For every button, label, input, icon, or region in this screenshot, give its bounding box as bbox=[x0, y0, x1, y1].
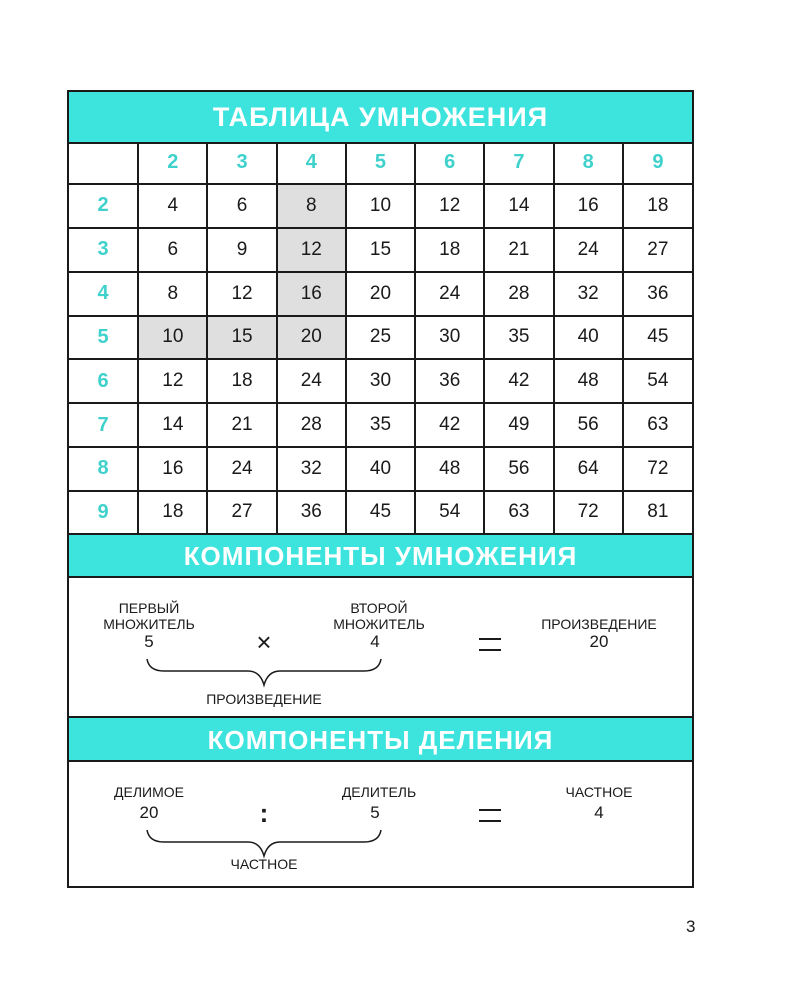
product-cell: 21 bbox=[484, 228, 553, 272]
product-cell: 45 bbox=[346, 491, 415, 533]
product-cell: 54 bbox=[415, 491, 484, 533]
table-row bbox=[69, 316, 692, 360]
column-header: 7 bbox=[484, 142, 553, 184]
column-header: 3 bbox=[207, 142, 276, 184]
highlighted-product-cell: 15 bbox=[207, 316, 276, 360]
dividend-label: ДЕЛИМОЕ bbox=[114, 784, 184, 800]
first-factor-label: ПЕРВЫЙ МНОЖИТЕЛЬ bbox=[103, 600, 195, 632]
product-cell: 63 bbox=[484, 491, 553, 533]
product-cell: 42 bbox=[484, 359, 553, 403]
quotient-label: ЧАСТНОЕ bbox=[565, 784, 633, 800]
row-header: 9 bbox=[69, 491, 138, 533]
row-header: 7 bbox=[69, 403, 138, 447]
product-cell: 81 bbox=[623, 491, 692, 533]
product-cell: 4 bbox=[138, 184, 207, 228]
table-row bbox=[69, 403, 692, 447]
product-cell: 24 bbox=[207, 447, 276, 491]
product-cell: 48 bbox=[554, 359, 623, 403]
table-row bbox=[69, 491, 692, 533]
equals-sign bbox=[479, 638, 501, 651]
division-components-title: КОМПОНЕНТЫ ДЕЛЕНИЯ bbox=[69, 716, 692, 762]
brace-quotient-label: ЧАСТНОЕ bbox=[230, 856, 298, 872]
product-cell: 6 bbox=[138, 228, 207, 272]
highlighted-product-cell: 20 bbox=[277, 316, 346, 360]
product-cell: 36 bbox=[277, 491, 346, 533]
product-cell: 12 bbox=[207, 272, 276, 316]
product-label: ПРОИЗВЕДЕНИЕ bbox=[541, 616, 657, 632]
column-header: 2 bbox=[138, 142, 207, 184]
product-cell: 27 bbox=[623, 228, 692, 272]
product-cell: 36 bbox=[623, 272, 692, 316]
first-factor-value: 5 bbox=[144, 632, 154, 651]
product-cell: 12 bbox=[415, 184, 484, 228]
column-header: 9 bbox=[623, 142, 692, 184]
row-header: 3 bbox=[69, 228, 138, 272]
product-cell: 35 bbox=[346, 403, 415, 447]
brace-product-label: ПРОИЗВЕДЕНИЕ bbox=[206, 691, 322, 707]
product-cell: 21 bbox=[207, 403, 276, 447]
product-cell: 72 bbox=[623, 447, 692, 491]
product-value: 20 bbox=[589, 632, 609, 651]
table-corner-cell bbox=[69, 142, 138, 184]
product-cell: 18 bbox=[623, 184, 692, 228]
product-cell: 45 bbox=[623, 316, 692, 360]
product-cell: 36 bbox=[415, 359, 484, 403]
product-cell: 49 bbox=[484, 403, 553, 447]
second-factor-value: 4 bbox=[370, 632, 380, 651]
product-cell: 15 bbox=[346, 228, 415, 272]
row-header: 5 bbox=[69, 316, 138, 360]
highlighted-product-cell: 16 bbox=[277, 272, 346, 316]
product-cell: 9 bbox=[207, 228, 276, 272]
product-cell: 27 bbox=[207, 491, 276, 533]
row-header: 6 bbox=[69, 359, 138, 403]
highlighted-product-cell: 12 bbox=[277, 228, 346, 272]
product-cell: 10 bbox=[346, 184, 415, 228]
divisor-value: 5 bbox=[370, 803, 380, 822]
product-cell: 40 bbox=[554, 316, 623, 360]
product-cell: 54 bbox=[623, 359, 692, 403]
product-cell: 18 bbox=[138, 491, 207, 533]
highlighted-product-cell: 8 bbox=[277, 184, 346, 228]
page-frame bbox=[67, 90, 694, 888]
product-cell: 32 bbox=[277, 447, 346, 491]
table-row bbox=[69, 272, 692, 316]
divide-sign: : bbox=[259, 798, 269, 828]
table-row bbox=[69, 184, 692, 228]
product-cell: 42 bbox=[415, 403, 484, 447]
row-header: 8 bbox=[69, 447, 138, 491]
product-cell: 64 bbox=[554, 447, 623, 491]
divisor-label: ДЕЛИТЕЛЬ bbox=[341, 784, 417, 800]
product-cell: 24 bbox=[554, 228, 623, 272]
product-cell: 35 bbox=[484, 316, 553, 360]
quotient-value: 4 bbox=[594, 803, 604, 822]
dividend-value: 20 bbox=[139, 803, 159, 822]
product-cell: 14 bbox=[484, 184, 553, 228]
product-cell: 63 bbox=[623, 403, 692, 447]
product-cell: 30 bbox=[415, 316, 484, 360]
product-cell: 12 bbox=[138, 359, 207, 403]
multiplication-components-title: КОМПОНЕНТЫ УМНОЖЕНИЯ bbox=[69, 533, 692, 578]
page-number: 3 bbox=[686, 917, 696, 936]
product-cell: 25 bbox=[346, 316, 415, 360]
row-header: 4 bbox=[69, 272, 138, 316]
product-cell: 56 bbox=[554, 403, 623, 447]
highlighted-product-cell: 10 bbox=[138, 316, 207, 360]
column-header: 5 bbox=[346, 142, 415, 184]
product-cell: 32 bbox=[554, 272, 623, 316]
row-header: 2 bbox=[69, 184, 138, 228]
product-cell: 40 bbox=[346, 447, 415, 491]
product-brace bbox=[144, 657, 384, 691]
multiplication-table bbox=[69, 142, 692, 533]
product-cell: 6 bbox=[207, 184, 276, 228]
product-cell: 56 bbox=[484, 447, 553, 491]
second-factor-label: ВТОРОЙ МНОЖИТЕЛЬ bbox=[333, 600, 425, 632]
table-title: ТАБЛИЦА УМНОЖЕНИЯ bbox=[69, 92, 692, 144]
product-cell: 20 bbox=[346, 272, 415, 316]
column-header: 8 bbox=[554, 142, 623, 184]
column-header: 6 bbox=[415, 142, 484, 184]
product-cell: 28 bbox=[484, 272, 553, 316]
table-row bbox=[69, 228, 692, 272]
product-cell: 16 bbox=[138, 447, 207, 491]
column-header: 4 bbox=[277, 142, 346, 184]
product-cell: 18 bbox=[415, 228, 484, 272]
table-row bbox=[69, 447, 692, 491]
product-cell: 16 bbox=[554, 184, 623, 228]
table-row bbox=[69, 359, 692, 403]
product-cell: 14 bbox=[138, 403, 207, 447]
product-cell: 48 bbox=[415, 447, 484, 491]
product-cell: 24 bbox=[277, 359, 346, 403]
product-cell: 18 bbox=[207, 359, 276, 403]
product-cell: 72 bbox=[554, 491, 623, 533]
product-cell: 30 bbox=[346, 359, 415, 403]
product-cell: 24 bbox=[415, 272, 484, 316]
product-cell: 28 bbox=[277, 403, 346, 447]
multiply-sign: × bbox=[256, 627, 272, 657]
product-cell: 8 bbox=[138, 272, 207, 316]
equals-sign bbox=[479, 809, 501, 822]
